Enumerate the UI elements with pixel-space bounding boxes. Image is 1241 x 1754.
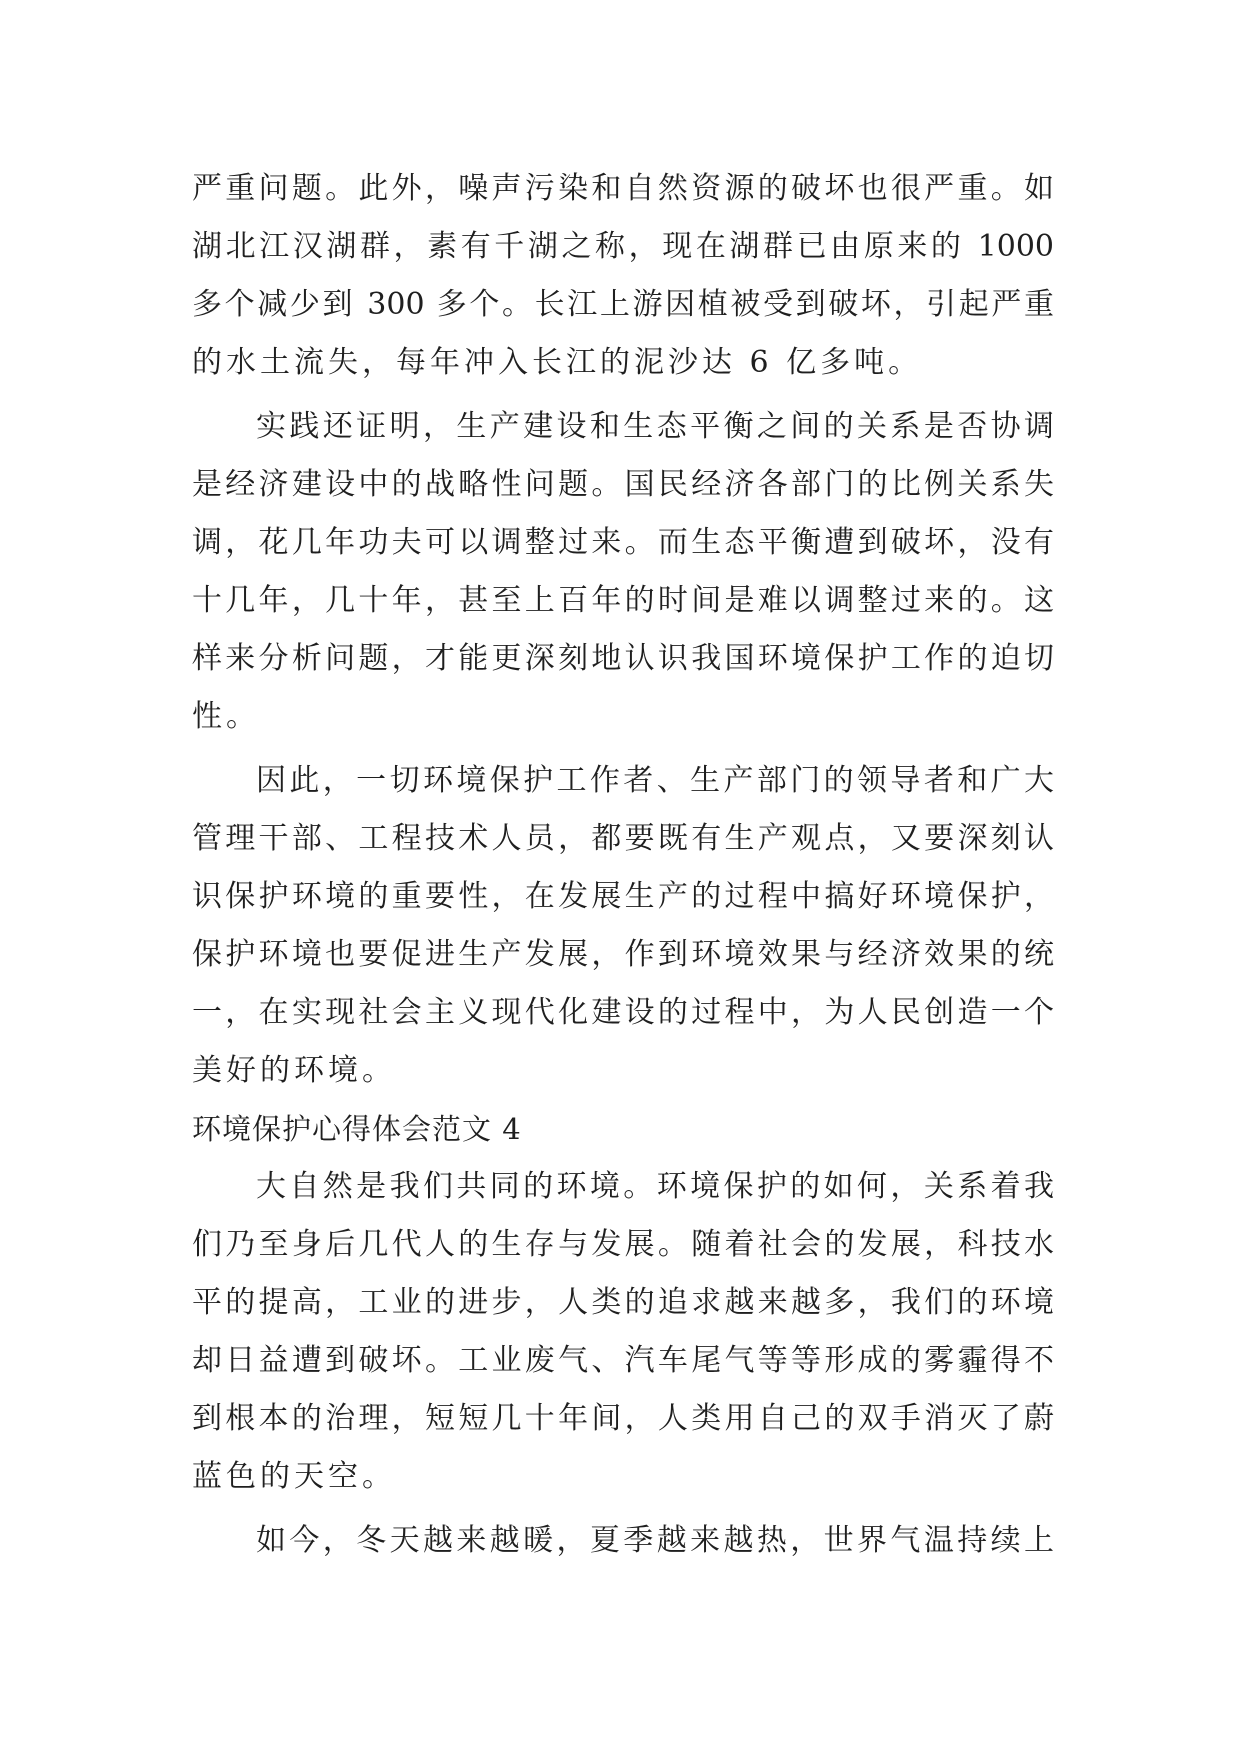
text-line: 调，花几年功夫可以调整过来。而生态平衡遭到破坏，没有	[192, 525, 1054, 560]
paragraph	[192, 752, 1054, 1100]
text-line: 却日益遭到破坏。工业废气、汽车尾气等等形成的雾霾得不	[192, 1343, 1054, 1378]
text-line: 严重问题。此外，噪声污染和自然资源的破坏也很严重。如	[192, 171, 1054, 206]
document-body	[192, 160, 1054, 1570]
text-line: 十几年，几十年，甚至上百年的时间是难以调整过来的。这	[192, 583, 1054, 618]
paragraph	[192, 160, 1054, 392]
paragraph	[192, 398, 1054, 746]
section-heading: 环境保护心得体会范文 4	[192, 1112, 522, 1146]
text-line: 们乃至身后几代人的生存与发展。随着社会的发展，科技水	[192, 1227, 1054, 1262]
text-line: 样来分析问题，才能更深刻地认识我国环境保护工作的迫切	[192, 641, 1054, 676]
text-line: 性。	[192, 699, 260, 734]
text-line: 多个减少到 300 多个。长江上游因植被受到破坏，引起严重	[192, 287, 1054, 322]
paragraph	[192, 1158, 1054, 1506]
text-line: 美好的环境。	[192, 1053, 396, 1088]
text-line: 的水土流失，每年冲入长江的泥沙达 6 亿多吨。	[192, 345, 923, 380]
text-line: 识保护环境的重要性，在发展生产的过程中搞好环境保护，	[192, 879, 1054, 914]
text-line: 蓝色的天空。	[192, 1459, 396, 1494]
paragraph	[192, 1512, 1054, 1570]
text-line: 因此，一切环境保护工作者、生产部门的领导者和广大	[256, 763, 1054, 798]
text-line: 实践还证明，生产建设和生态平衡之间的关系是否协调	[256, 409, 1054, 444]
text-line: 到根本的治理，短短几十年间，人类用自己的双手消灭了蔚	[192, 1401, 1054, 1436]
text-line: 是经济建设中的战略性问题。国民经济各部门的比例关系失	[192, 467, 1054, 502]
text-line: 保护环境也要促进生产发展，作到环境效果与经济效果的统	[192, 937, 1054, 972]
text-line: 平的提高，工业的进步，人类的追求越来越多，我们的环境	[192, 1285, 1054, 1320]
text-line: 大自然是我们共同的环境。环境保护的如何，关系着我	[256, 1169, 1054, 1204]
text-line: 一，在实现社会主义现代化建设的过程中，为人民创造一个	[192, 995, 1054, 1030]
text-line: 管理干部、工程技术人员，都要既有生产观点，又要深刻认	[192, 821, 1054, 856]
text-line: 湖北江汉湖群，素有千湖之称，现在湖群已由原来的 1000	[192, 229, 1054, 264]
text-line: 如今，冬天越来越暖，夏季越来越热，世界气温持续上	[256, 1523, 1054, 1558]
